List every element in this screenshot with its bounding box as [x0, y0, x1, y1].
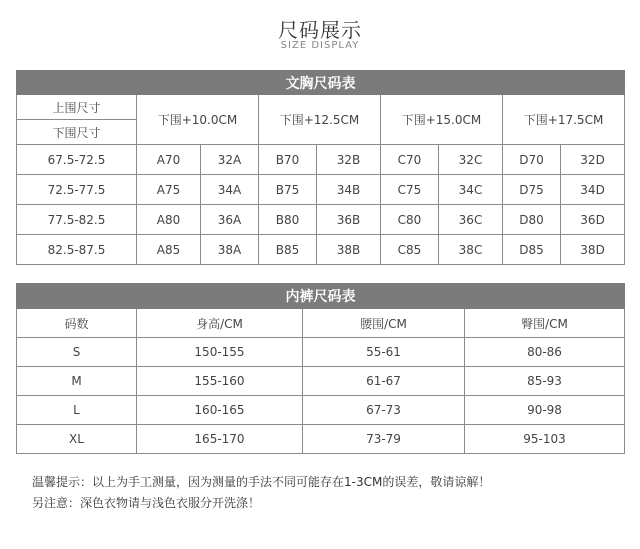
washing-note: 另注意：深色衣物请与浅色衣服分开洗涤！ [32, 496, 261, 510]
height-range: 165-170 [137, 425, 303, 454]
size-cell: 34C [439, 175, 503, 205]
bra-size-table [16, 70, 625, 265]
panty-size-table [16, 283, 625, 454]
size-cell: B85 [259, 235, 317, 265]
size-cell: B70 [259, 145, 317, 175]
size-cell: B80 [259, 205, 317, 235]
group-header: 下围+12.5CM [259, 95, 381, 145]
size-cell: A70 [137, 145, 201, 175]
group-header: 下围+15.0CM [381, 95, 503, 145]
size-cell: 32A [201, 145, 259, 175]
size-code: S [17, 338, 137, 367]
column-header: 腰围/CM [303, 309, 465, 338]
size-cell: 36B [317, 205, 381, 235]
range-cell: 67.5-72.5 [17, 145, 137, 175]
size-cell: 38D [561, 235, 625, 265]
size-cell: A80 [137, 205, 201, 235]
size-cell: D85 [503, 235, 561, 265]
range-cell: 77.5-82.5 [17, 205, 137, 235]
size-cell: 34A [201, 175, 259, 205]
page-title: 尺码展示 [278, 18, 362, 42]
lower-size-label: 下围尺寸 [17, 120, 137, 145]
hip-range: 85-93 [465, 367, 625, 396]
height-range: 160-165 [137, 396, 303, 425]
size-cell: A85 [137, 235, 201, 265]
size-cell: 32D [561, 145, 625, 175]
size-cell: 32B [317, 145, 381, 175]
size-cell: 34B [317, 175, 381, 205]
size-cell: D80 [503, 205, 561, 235]
waist-range: 67-73 [303, 396, 465, 425]
column-header: 臀围/CM [465, 309, 625, 338]
panty-table-title: 内裤尺码表 [17, 284, 625, 309]
size-cell: 34D [561, 175, 625, 205]
size-cell: C75 [381, 175, 439, 205]
hip-range: 80-86 [465, 338, 625, 367]
page-subtitle: SIZE DISPLAY [280, 40, 360, 51]
size-cell: 36A [201, 205, 259, 235]
measurement-note: 温馨提示：以上为手工测量，因为测量的手法不同可能存在1-3CM的误差，敬请谅解！ [32, 475, 491, 489]
size-cell: 38C [439, 235, 503, 265]
size-code: M [17, 367, 137, 396]
size-cell: B75 [259, 175, 317, 205]
waist-range: 55-61 [303, 338, 465, 367]
size-cell: C70 [381, 145, 439, 175]
size-cell: D75 [503, 175, 561, 205]
size-cell: 36D [561, 205, 625, 235]
column-header: 身高/CM [137, 309, 303, 338]
range-cell: 82.5-87.5 [17, 235, 137, 265]
height-range: 155-160 [137, 367, 303, 396]
waist-range: 61-67 [303, 367, 465, 396]
hip-range: 95-103 [465, 425, 625, 454]
size-cell: 32C [439, 145, 503, 175]
size-code: XL [17, 425, 137, 454]
waist-range: 73-79 [303, 425, 465, 454]
size-cell: 38B [317, 235, 381, 265]
size-cell: D70 [503, 145, 561, 175]
group-header: 下围+17.5CM [503, 95, 625, 145]
bra-table-title: 文胸尺码表 [17, 71, 625, 95]
column-header: 码数 [17, 309, 137, 338]
size-cell: A75 [137, 175, 201, 205]
hip-range: 90-98 [465, 396, 625, 425]
range-cell: 72.5-77.5 [17, 175, 137, 205]
size-cell: C85 [381, 235, 439, 265]
height-range: 150-155 [137, 338, 303, 367]
size-code: L [17, 396, 137, 425]
size-cell: 38A [201, 235, 259, 265]
size-cell: C80 [381, 205, 439, 235]
size-cell: 36C [439, 205, 503, 235]
upper-size-label: 上围尺寸 [17, 95, 137, 120]
group-header: 下围+10.0CM [137, 95, 259, 145]
